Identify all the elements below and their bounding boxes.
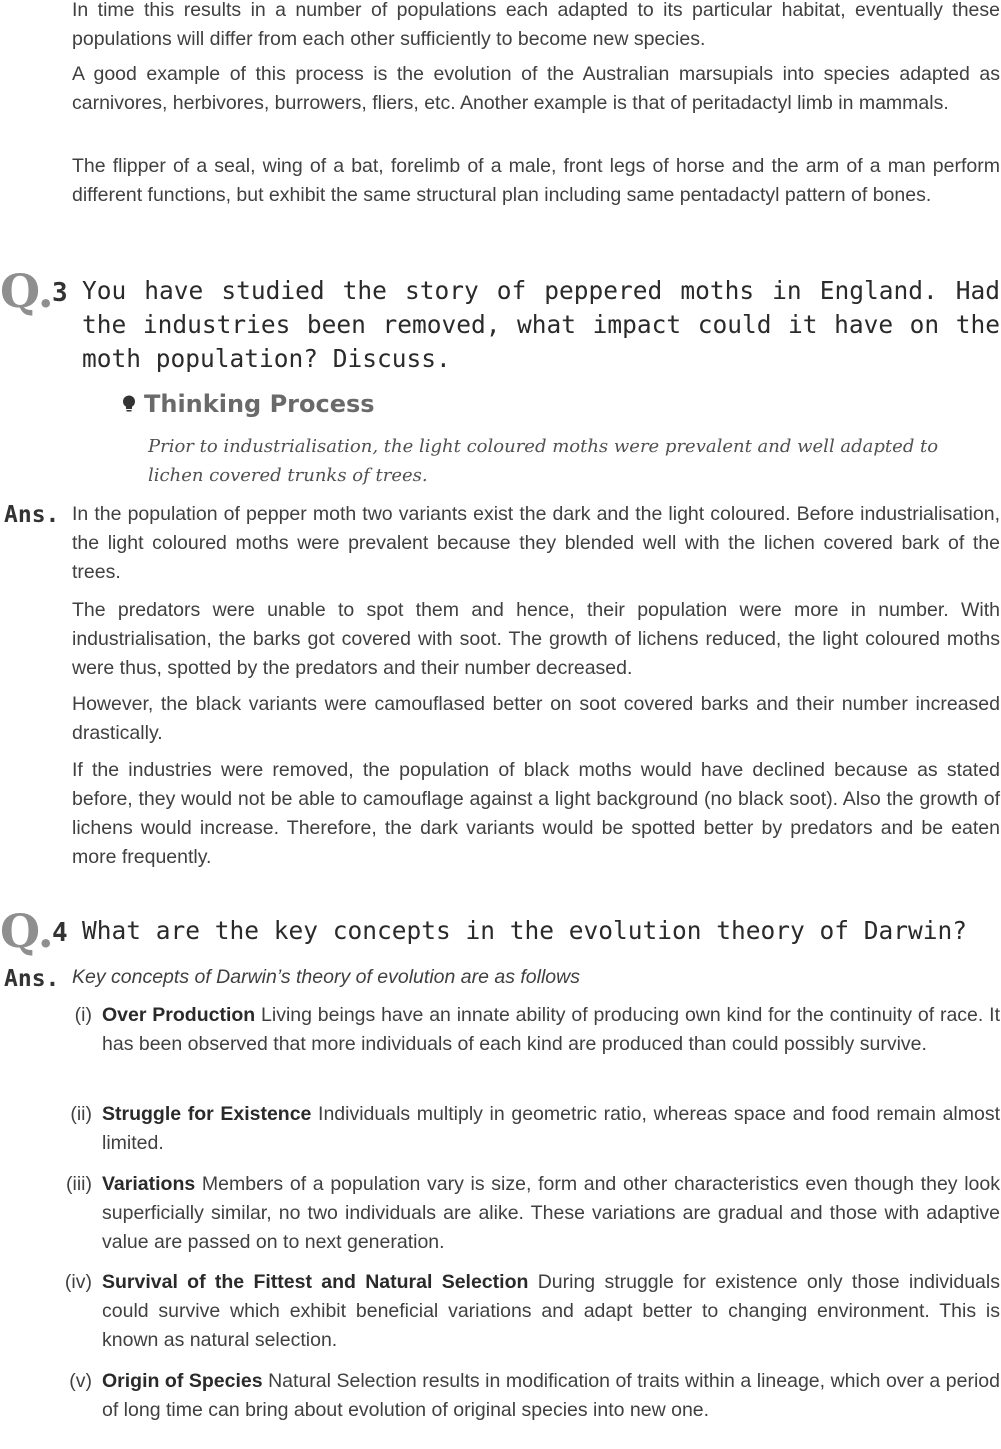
list-item-body bbox=[102, 1268, 1000, 1355]
list-item-body bbox=[102, 1100, 1000, 1158]
list-item-body bbox=[102, 1170, 1000, 1257]
question-text: You have studied the story of peppered moths in England. Had the industries been removed, what impact could it have on the moth population? Discuss. bbox=[82, 276, 1000, 373]
list-item-number: (iii) bbox=[66, 1173, 92, 1195]
answer-label: Ans. bbox=[4, 502, 60, 528]
list-item-number: (iv) bbox=[64, 1271, 92, 1293]
list-item-title: Origin of Species bbox=[102, 1370, 263, 1392]
question-number: 4 bbox=[52, 918, 68, 948]
thinking-process-text: Prior to industrialisation, the light coloured moths were prevalent and well adapted to lichen covered trunks of trees. bbox=[148, 436, 939, 486]
list-item-number: (ii) bbox=[70, 1103, 92, 1125]
thinking-process-label: Thinking Process bbox=[144, 390, 375, 418]
question-letter: Q. bbox=[0, 264, 54, 318]
list-item-text: Members of a population vary is size, form and other characteristics even though they look superficially similar, no two individuals are alike. These variations are gradual and those with adaptive value are passed on to next generation. bbox=[102, 1173, 1000, 1253]
list-item-body bbox=[102, 1001, 1000, 1059]
intro-paragraph-1: In time this results in a number of populations each adapted to its particular habitat, eventually these populations will differ from each other sufficiently to become new species. bbox=[72, 0, 1000, 50]
thinking-process-heading bbox=[122, 390, 375, 418]
answer-intro: Key concepts of Darwin’s theory of evolution are as follows bbox=[72, 966, 580, 988]
answer-paragraph-4: If the industries were removed, the population of black moths would have declined because as stated before, they would not be able to camouflage against a light background (no black soot). Also the growth of lichens would increase. Therefore, the dark variants would be spotted better by predators and be eaten more frequently. bbox=[72, 759, 1000, 868]
list-item-title: Struggle for Existence bbox=[102, 1103, 312, 1125]
list-item-title: Variations bbox=[102, 1173, 196, 1195]
intro-paragraph-2: A good example of this process is the evolution of the Australian marsupials into species adapted as carnivores, herbivores, burrowers, fliers, etc. Another example is that of peritadactyl limb in mammals. bbox=[72, 63, 1000, 114]
question-letter: Q. bbox=[0, 904, 54, 958]
answer-paragraph-1: In the population of pepper moth two variants exist the dark and the light coloured. Before industrialisation, the light coloured moths were prevalent because they blended well with the lichen covered bark of the trees. bbox=[72, 503, 1000, 583]
question-text: What are the key concepts in the evolution theory of Darwin? bbox=[82, 916, 968, 945]
list-item-body bbox=[102, 1367, 1000, 1425]
list-item-text: Individuals multiply in geometric ratio, whereas space and food remain almost limited. bbox=[102, 1103, 1001, 1154]
list-item-text: During struggle for existence only those individuals could survive which exhibit beneficial variations and adapt better to changing environment. This is known as natural selection. bbox=[102, 1271, 1000, 1351]
answer-paragraph-2: The predators were unable to spot them and hence, their population were more in number. With industrialisation, the barks got covered with soot. The growth of lichens reduced, the light coloured moths were thus, spotted by the predators and their number decreased. bbox=[72, 599, 1000, 679]
intro-paragraph-3: The flipper of a seal, wing of a bat, forelimb of a male, front legs of horse and the arm of a man perform different functions, but exhibit the same structural plan including same pentadactyl pattern of bones. bbox=[72, 155, 1000, 206]
lightbulb-icon bbox=[122, 395, 136, 413]
list-item-number: (v) bbox=[69, 1370, 92, 1392]
list-item-text: Natural Selection results in modification of traits within a lineage, which over a period of long time can bring about evolution of original species into new one. bbox=[102, 1370, 1000, 1421]
list-item-number: (i) bbox=[74, 1004, 92, 1026]
list-item-title: Survival of the Fittest and Natural Selection bbox=[102, 1271, 529, 1293]
answer-paragraph-3: However, the black variants were camouflased better on soot covered barks and their number increased drastically. bbox=[72, 693, 1000, 744]
list-item-text: Living beings have an innate ability of producing own kind for the continuity of race. It has been observed that more individuals of each kind are produced than could possibly survive. bbox=[102, 1004, 1000, 1055]
list-item-title: Over Production bbox=[102, 1004, 256, 1026]
answer-label: Ans. bbox=[4, 966, 60, 992]
question-number: 3 bbox=[52, 278, 68, 308]
